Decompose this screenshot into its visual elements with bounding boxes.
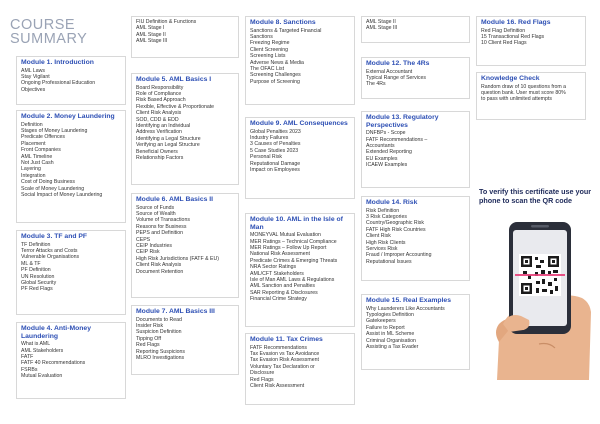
knowledge-check-box bbox=[476, 72, 586, 120]
topic-item: Not Just Cash bbox=[21, 160, 54, 167]
topic-item: Reasons for Business bbox=[136, 223, 187, 230]
topic-item: Gatekeepers bbox=[366, 318, 396, 325]
topic-item: Tax Evasion Risk Assessment bbox=[250, 357, 319, 364]
topic-item: Definition bbox=[21, 121, 43, 128]
module-heading: Module 5. AML Basics I bbox=[136, 76, 212, 83]
module-topic-list bbox=[136, 19, 234, 45]
module-topic-list bbox=[366, 306, 465, 351]
topic-item: CEIP Industries bbox=[136, 243, 172, 250]
module-heading: Module 13. Regulatory Perspectives bbox=[366, 114, 439, 129]
module-topic-list bbox=[21, 122, 121, 199]
module-topic-list bbox=[366, 130, 465, 168]
module-heading: Module 7. AML Basics III bbox=[136, 308, 215, 315]
module-topic-list bbox=[250, 345, 350, 390]
topic-item: FATF High Risk Countries bbox=[366, 226, 426, 233]
topic-item: AML/CFT Stakeholders bbox=[250, 270, 304, 277]
topic-item: DNFBPs - Scope bbox=[366, 130, 406, 137]
topic-item: AML Stage II bbox=[136, 31, 166, 38]
topic-item: Placement bbox=[21, 140, 46, 147]
topic-item: PF Red Flags bbox=[21, 286, 53, 293]
topic-item: AML Timeline bbox=[21, 153, 53, 160]
topic-item: ML & TF bbox=[21, 260, 41, 267]
module-heading: Module 1. Introduction bbox=[21, 59, 94, 66]
topic-item: Extended Reporting bbox=[366, 149, 412, 156]
topic-item: Why Launderers Like Accountants bbox=[366, 305, 445, 312]
topic-item: Objectives bbox=[21, 86, 46, 93]
topic-item: NRA Sector Ratings bbox=[250, 264, 297, 271]
topic-item: EU Examples bbox=[366, 155, 398, 162]
topic-item: PEPS and Definition bbox=[136, 230, 184, 237]
topic-item: AML Stage III bbox=[136, 38, 168, 45]
module-topic-list bbox=[366, 19, 465, 32]
topic-item: FATF Recommendations bbox=[250, 344, 307, 351]
topic-item: Industry Failures bbox=[250, 135, 289, 141]
topic-item: FIU Definition & Functions bbox=[136, 19, 197, 25]
topic-item: Typical Range of Services bbox=[366, 75, 426, 81]
topic-item: CEIP Risk bbox=[136, 249, 160, 256]
topic-item: Insider Risk bbox=[136, 323, 164, 329]
topic-item: FSRBs bbox=[21, 366, 38, 373]
topic-item: Predicate Offences bbox=[21, 134, 66, 141]
module-topic-list bbox=[21, 242, 121, 293]
module-11-box bbox=[245, 333, 355, 405]
topic-item: Typologies Definition bbox=[366, 312, 414, 318]
topic-item: 10 Client Red Flags bbox=[481, 40, 527, 47]
topic-item: Tax Evasion vs Tax Avoidance bbox=[250, 351, 320, 357]
module-heading: Module 14. Risk bbox=[366, 199, 418, 206]
topic-item: Failure to Report bbox=[366, 324, 405, 331]
topic-item: Integration bbox=[21, 172, 46, 179]
topic-item: Scale of Money Laundering bbox=[21, 185, 85, 192]
topic-item: MER Ratings – Technical Compliance bbox=[250, 238, 337, 245]
module-2-box bbox=[16, 110, 126, 223]
topic-item: High Risk Clients bbox=[366, 239, 406, 246]
topic-item: Country/Geographic Risk bbox=[366, 220, 424, 227]
topic-item: AML Stakeholders bbox=[21, 347, 64, 354]
topic-item: Front Companies bbox=[21, 147, 61, 154]
topic-item: Global Penalties 2023 bbox=[250, 128, 301, 135]
topic-item: Flexible, Effective & Proportionate bbox=[136, 103, 215, 110]
course-summary-title bbox=[10, 18, 87, 46]
module-topic-list bbox=[481, 28, 581, 47]
topic-item: National Risk Assessment bbox=[250, 251, 310, 258]
topic-item: Predicate Crimes & Emerging Threats bbox=[250, 257, 338, 264]
topic-item: Source of Funds bbox=[136, 204, 175, 211]
topic-item: Vulnerable Organisations bbox=[21, 254, 80, 261]
module-topic-list bbox=[136, 205, 234, 275]
module-topic-list bbox=[250, 129, 350, 174]
topic-item: Beneficial Owners bbox=[136, 148, 178, 155]
topic-item: Disclosure bbox=[250, 370, 275, 377]
topic-item: 5 Case Studies 2023 bbox=[250, 147, 299, 154]
topic-item: AML Laws bbox=[21, 67, 46, 74]
topic-item: Client Risk bbox=[366, 233, 391, 240]
module-7-box bbox=[131, 305, 239, 375]
topic-item: Reputational Damage bbox=[250, 160, 301, 167]
topic-item: Impact on Employees bbox=[250, 167, 300, 174]
topic-item: Reputational Issues bbox=[366, 258, 412, 265]
topic-item: question bank. User must score 80% bbox=[481, 90, 566, 96]
module-12-box bbox=[361, 57, 470, 99]
topic-item: Personal Risk bbox=[250, 154, 283, 161]
topic-item: Relationship Factors bbox=[136, 155, 184, 162]
topic-item: Stages of Money Laundering bbox=[21, 128, 88, 134]
module-topic-list bbox=[250, 232, 350, 302]
topic-item: Voluntary Tax Declaration or bbox=[250, 363, 315, 370]
topic-item: Documents to Read bbox=[136, 316, 182, 323]
topic-item: Verifying an Legal Structure bbox=[136, 142, 200, 149]
topic-item: Role of Compliance bbox=[136, 91, 182, 97]
topic-item: AML Stage I bbox=[136, 25, 165, 32]
topic-item: The 4Rs bbox=[366, 81, 386, 88]
module-9-box bbox=[245, 117, 355, 199]
title-line-1: COURSE bbox=[10, 17, 76, 33]
topic-item: Tipping Off bbox=[136, 335, 162, 342]
topic-item: Red Flags bbox=[250, 376, 274, 383]
topic-item: Identifying a Legal Structure bbox=[136, 135, 201, 142]
module-heading: Module 8. Sanctions bbox=[250, 19, 316, 26]
topic-item: Cost of Doing Business bbox=[21, 179, 75, 186]
topic-item: CEPS bbox=[136, 236, 151, 243]
topic-item: Freezing Regime bbox=[250, 40, 290, 47]
topic-item: ICAEW Examples bbox=[366, 162, 408, 169]
module-topic-list bbox=[250, 28, 350, 86]
topic-item: Accountants bbox=[366, 143, 395, 149]
topic-item: Red Flags bbox=[136, 342, 160, 349]
module-topic-list bbox=[21, 341, 121, 379]
topic-item: AML Stage II bbox=[366, 19, 396, 25]
topic-item: Sanctions bbox=[250, 34, 273, 40]
topic-item: FATF bbox=[21, 354, 34, 360]
module-5-box bbox=[131, 73, 239, 185]
topic-item: Client Risk Analysis bbox=[136, 262, 182, 269]
topic-item: FATF 40 Recommendations bbox=[21, 360, 86, 367]
topic-item: Financial Crime Strategy bbox=[250, 296, 307, 303]
topic-item: Suspicion Definition bbox=[136, 329, 182, 336]
topic-item: 15 Transactional Red Flags bbox=[481, 34, 545, 40]
topic-item: Board Responsibility bbox=[136, 84, 184, 91]
scan-line bbox=[515, 274, 565, 276]
topic-item: Client Screening bbox=[250, 46, 289, 53]
topic-item: MER Ratings – Follow Up Report bbox=[250, 245, 327, 251]
module-heading: Module 3. TF and PF bbox=[21, 233, 88, 240]
topic-item: SOD, CDD & EDD bbox=[136, 116, 179, 123]
topic-item: Source of Wealth bbox=[136, 211, 176, 217]
topic-item: Layering bbox=[21, 166, 41, 173]
topic-item: What is AML bbox=[21, 341, 51, 348]
topic-item: 3 Risk Categories bbox=[366, 214, 407, 220]
module-6-box bbox=[131, 193, 239, 298]
topic-item: Services Risk bbox=[366, 246, 398, 253]
topic-item: SAR Reporting & Disclosures bbox=[250, 289, 318, 296]
module-4-box bbox=[16, 322, 126, 399]
topic-item: Screening Lists bbox=[250, 53, 286, 60]
topic-item: Document Retention bbox=[136, 268, 184, 275]
module-10-box bbox=[245, 213, 355, 327]
topic-item: Fraud / Improper Accounting bbox=[366, 252, 432, 259]
topic-item: Address Verification bbox=[136, 129, 182, 136]
topic-item: Red Flag Definition bbox=[481, 27, 526, 34]
topic-item: The OFAC List bbox=[250, 66, 285, 73]
topic-item: Stay Vigilant bbox=[21, 74, 50, 80]
module-heading: Module 11. Tax Crimes bbox=[250, 336, 323, 343]
module-topic-list bbox=[21, 68, 121, 94]
column-4-continued-box bbox=[361, 16, 470, 43]
topic-item: Screening Challenges bbox=[250, 72, 301, 79]
topic-item: Ongoing Professional Education bbox=[21, 80, 96, 87]
topic-item: to pass with unlimited attempts bbox=[481, 96, 552, 103]
module-14-box bbox=[361, 196, 470, 281]
module-heading: Module 16. Red Flags bbox=[481, 19, 551, 26]
column-2-continued-box bbox=[131, 16, 239, 58]
module-topic-list bbox=[136, 317, 234, 362]
topic-item: Random draw of 10 questions from a bbox=[481, 83, 567, 90]
topic-item: Assisting a Tax Evader bbox=[366, 344, 419, 351]
topic-item: Assist in ML Scheme bbox=[366, 331, 415, 338]
module-heading: Knowledge Check bbox=[481, 75, 540, 82]
module-heading: Module 2. Money Laundering bbox=[21, 113, 115, 120]
topic-item: TF Definition bbox=[21, 241, 51, 248]
module-heading: Module 15. Real Examples bbox=[366, 297, 451, 304]
module-15-box bbox=[361, 294, 470, 370]
topic-item: Risk Based Approach bbox=[136, 97, 186, 104]
topic-item: PF Definition bbox=[21, 267, 51, 274]
module-heading: Module 4. Anti-Money Laundering bbox=[21, 325, 91, 340]
module-heading: Module 6. AML Basics II bbox=[136, 196, 214, 203]
verify-certificate-text: To verify this certificate use your phone to scan the QR code bbox=[479, 187, 592, 205]
topic-item: Global Security bbox=[21, 280, 57, 287]
topic-item: AML Stage III bbox=[366, 25, 398, 32]
topic-item: UN Resolution bbox=[21, 273, 55, 280]
title-line-2: SUMMARY bbox=[10, 31, 88, 47]
topic-item: MONEYVAL Mutual Evaluation bbox=[250, 232, 321, 239]
topic-item: Criminal Organisation bbox=[366, 337, 416, 344]
module-heading: Module 9. AML Consequences bbox=[250, 120, 348, 127]
topic-item: Isle of Man AML Laws & Regulations bbox=[250, 277, 335, 284]
module-3-box bbox=[16, 230, 126, 315]
topic-item: Volume of Transactions bbox=[136, 217, 190, 224]
topic-item: High Risk Jurisdictions (FATF & EU) bbox=[136, 255, 219, 262]
module-heading: Module 12. The 4Rs bbox=[366, 60, 430, 67]
module-13-box bbox=[361, 111, 470, 188]
topic-item: Client Risk Assessment bbox=[250, 383, 305, 390]
topic-item: FATF Recommendations – bbox=[366, 136, 428, 143]
topic-item: 3 Causes of Penalties bbox=[250, 141, 301, 148]
topic-item: Adverse News & Media bbox=[250, 59, 304, 66]
module-topic-list bbox=[366, 208, 465, 266]
module-1-box bbox=[16, 56, 126, 105]
topic-item: Terror Attacks and Costs bbox=[21, 248, 78, 254]
module-8-box bbox=[245, 16, 355, 105]
topic-item: Sanctions & Targeted Financial bbox=[250, 27, 322, 34]
topic-item: Social Impact of Money Laundering bbox=[21, 192, 103, 199]
topic-item: Purpose of Screening bbox=[250, 78, 300, 85]
module-topic-list bbox=[366, 69, 465, 88]
hand-holding-phone-illustration bbox=[479, 220, 595, 380]
topic-item: External Accountant bbox=[366, 68, 413, 75]
topic-item: Client Risk Analysis bbox=[136, 110, 182, 117]
module-topic-list bbox=[481, 84, 581, 103]
topic-item: Mutual Evaluation bbox=[21, 373, 63, 380]
topic-item: Identifying an Individual bbox=[136, 123, 191, 130]
module-topic-list bbox=[136, 85, 234, 162]
topic-item: MLRO Investigations bbox=[136, 355, 185, 362]
topic-item: Risk Definition bbox=[366, 207, 400, 214]
topic-item: Reporting Suspicions bbox=[136, 348, 186, 355]
module-16-box bbox=[476, 16, 586, 66]
topic-item: AML Sanction and Penalties bbox=[250, 283, 315, 290]
module-heading: Module 10. AML in the Isle of Man bbox=[250, 216, 343, 231]
